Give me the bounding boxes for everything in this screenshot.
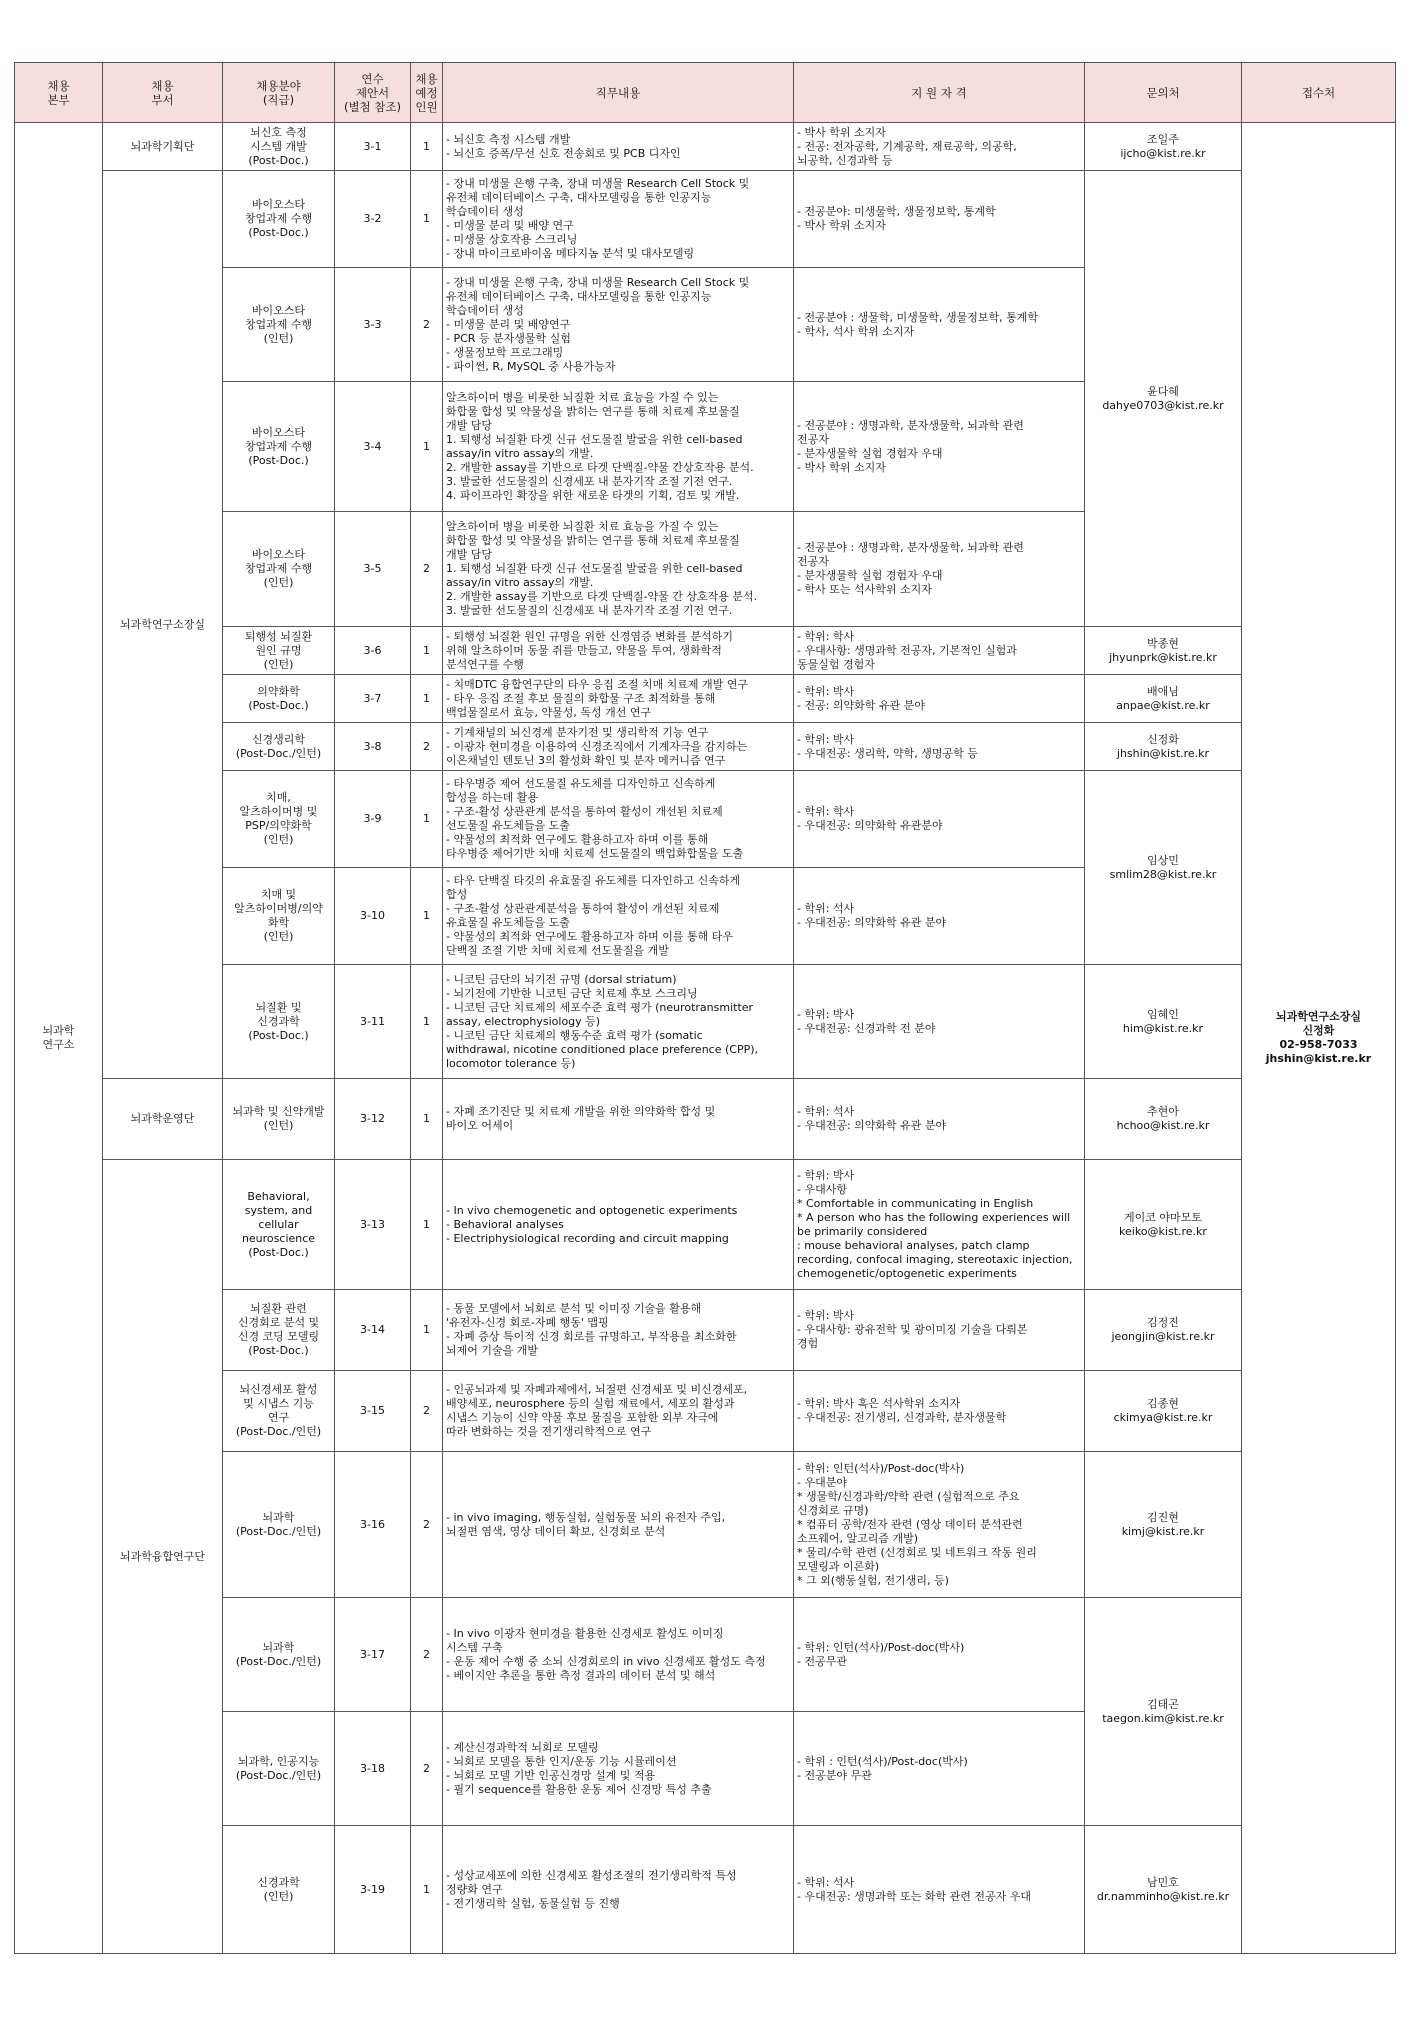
duty-cell: - in vivo imaging, 행동실험, 실험동물 뇌의 유전자 주입, 뇌절편 염색, 영상 데이터 확보, 신경회로 분석	[443, 1452, 794, 1598]
code-cell: 3-2	[335, 171, 411, 268]
qual-cell: - 학위: 석사 - 우대전공: 의약화학 유관 분야	[794, 868, 1085, 965]
count-cell: 2	[411, 723, 443, 771]
field-cell: 뇌과학 및 신약개발 (인턴)	[223, 1079, 335, 1160]
qual-cell: - 학위: 박사 - 우대전공: 신경과학 전 분야	[794, 965, 1085, 1079]
header-count: 채용 예정 인원	[411, 63, 443, 123]
hq-cell: 뇌과학 연구소	[15, 123, 103, 1954]
header-field: 채용분야 (직급)	[223, 63, 335, 123]
table-row	[15, 1079, 1396, 1160]
table-row	[15, 1598, 1396, 1712]
dept-cell: 뇌과학융합연구단	[103, 1160, 223, 1954]
count-cell: 1	[411, 1826, 443, 1954]
count-cell: 1	[411, 382, 443, 512]
contact-cell: 조일주 ijcho@kist.re.kr	[1085, 123, 1242, 171]
contact-cell: 남민호 dr.namminho@kist.re.kr	[1085, 1826, 1242, 1954]
table-row	[15, 627, 1396, 675]
code-cell: 3-12	[335, 1079, 411, 1160]
count-cell: 1	[411, 1290, 443, 1371]
qual-cell: - 학위: 인턴(석사)/Post-doc(박사) - 우대분야 * 생물학/신경과학/약학 관련 (실험적으로 주요 신경회로 규명) * 컴퓨터 공학/전자 관련 (영상 데이터 분석관련 소프웨어, 알고리즘 개발) * 물리/수학 관련 (신경회로 및 네트워크 작동 원리 모델링과 이론화) * 그 외(행동실험, 전기생리, 등)	[794, 1452, 1085, 1598]
code-cell: 3-18	[335, 1712, 411, 1826]
table-row	[15, 1290, 1396, 1371]
qual-cell: - 학위 : 인턴(석사)/Post-doc(박사) - 전공분야 무관	[794, 1712, 1085, 1826]
table-row	[15, 771, 1396, 868]
contact-cell: 배애님 anpae@kist.re.kr	[1085, 675, 1242, 723]
duty-cell: - 장내 미생물 은행 구축, 장내 미생물 Research Cell Stock 및 유전체 데이터베이스 구축, 대사모델링을 통한 인공지능 학습데이터 생성 - 미생물 분리 및 배양연구 - PCR 등 분자생물학 실험 - 생물정보학 프로그래밍 - 파이썬, R, MySQL 중 사용가능자	[443, 268, 794, 382]
count-cell: 2	[411, 1712, 443, 1826]
code-cell: 3-3	[335, 268, 411, 382]
field-cell: 뇌과학 (Post-Doc./인턴)	[223, 1598, 335, 1712]
duty-cell: - 인공뇌과제 및 자폐과제에서, 뇌절편 신경세포 및 비신경세포, 배양세포, neurosphere 등의 실험 재료에서, 세포의 활성과 시냅스 기능이 신약 약물 후보 물질을 포함한 외부 자극에 따라 변화하는 것을 전기생리학적으로 연구	[443, 1371, 794, 1452]
qual-cell: - 학위: 석사 - 우대전공: 의약화학 유관 분야	[794, 1079, 1085, 1160]
contact-cell: 윤다혜 dahye0703@kist.re.kr	[1085, 171, 1242, 627]
qual-cell: - 학위: 인턴(석사)/Post-doc(박사) - 전공무관	[794, 1598, 1085, 1712]
field-cell: 뇌질환 관련 신경회로 분석 및 신경 코딩 모델링 (Post-Doc.)	[223, 1290, 335, 1371]
code-cell: 3-17	[335, 1598, 411, 1712]
field-cell: 뇌신경세포 활성 및 시냅스 기능 연구 (Post-Doc./인턴)	[223, 1371, 335, 1452]
qual-cell: - 학위: 박사 혹은 석사학위 소지자 - 우대전공: 전기생리, 신경과학, 분자생물학	[794, 1371, 1085, 1452]
header-dept: 채용 부서	[103, 63, 223, 123]
count-cell: 1	[411, 675, 443, 723]
receipt-cell: 뇌과학연구소장실 신정화 02-958-7033 jhshin@kist.re.kr	[1242, 123, 1396, 1954]
qual-cell: - 학위: 학사 - 우대사항: 생명과학 전공자, 기본적인 실험과 동물실험 경험자	[794, 627, 1085, 675]
qual-cell: - 전공분야 : 생명과학, 분자생물학, 뇌과학 관련 전공자 - 분자생물학 실험 경험자 우대 - 박사 학위 소지자	[794, 382, 1085, 512]
qual-cell: - 학위: 학사 - 우대전공: 의약화학 유관분야	[794, 771, 1085, 868]
code-cell: 3-16	[335, 1452, 411, 1598]
field-cell: 뇌과학 (Post-Doc./인턴)	[223, 1452, 335, 1598]
duty-cell: - 타우병증 제어 선도물질 유도체를 디자인하고 신속하게 합성을 하는데 활용 - 구조-활성 상관관계 분석을 통하여 활성이 개선된 치료제 선도물질 유도체들을 도출 - 약물성의 최적화 연구에도 활용하고자 하며 이를 통해 타우병증 제어기반 치매 치료제 선도물질의 백업화합물을 도출	[443, 771, 794, 868]
qual-cell: - 학위: 박사 - 우대사항: 광유전학 및 광이미징 기술을 다뤄본 경험	[794, 1290, 1085, 1371]
header-code: 연수 제안서 (별첨 참조)	[335, 63, 411, 123]
contact-cell: 김태곤 taegon.kim@kist.re.kr	[1085, 1598, 1242, 1826]
header-qual: 지 원 자 격	[794, 63, 1085, 123]
field-cell: 치매 및 알츠하이머병/의약 화학 (인턴)	[223, 868, 335, 965]
field-cell: 치매, 알츠하이머병 및 PSP/의약화학 (인턴)	[223, 771, 335, 868]
field-cell: 의약화학 (Post-Doc.)	[223, 675, 335, 723]
count-cell: 2	[411, 1371, 443, 1452]
dept-cell: 뇌과학운영단	[103, 1079, 223, 1160]
code-cell: 3-1	[335, 123, 411, 171]
contact-cell: 임혜인 him@kist.re.kr	[1085, 965, 1242, 1079]
count-cell: 1	[411, 123, 443, 171]
code-cell: 3-14	[335, 1290, 411, 1371]
code-cell: 3-8	[335, 723, 411, 771]
duty-cell: 알츠하이머 병을 비롯한 뇌질환 치료 효능을 가질 수 있는 화합물 합성 및 약물성을 밝히는 연구를 통해 치료제 후보물질 개발 담당 1. 퇴행성 뇌질환 타겟 신규 선도물질 발굴을 위한 cell-based assay/in vitro assay의 개발. 2. 개발한 assay를 기반으로 타겟 단백질-약물 간 상호작용 분석. 3. 발굴한 선도물질의 신경세포 내 분자기작 조절 기전 연구.	[443, 512, 794, 627]
table-row	[15, 675, 1396, 723]
qual-cell: - 전공분야: 미생물학, 생물정보학, 통계학 - 박사 학위 소지자	[794, 171, 1085, 268]
code-cell: 3-5	[335, 512, 411, 627]
code-cell: 3-9	[335, 771, 411, 868]
count-cell: 1	[411, 171, 443, 268]
recruitment-table	[14, 62, 1396, 1954]
header-row	[15, 63, 1396, 123]
duty-cell: - 동물 모델에서 뇌회로 분석 및 이미징 기술을 활용해 '유전자-신경 회로-자폐 행동' 맵핑 - 자폐 증상 특이적 신경 회로를 규명하고, 부작용을 최소화한 뇌제어 기술을 개발	[443, 1290, 794, 1371]
contact-cell: 게이코 야마모토 keiko@kist.re.kr	[1085, 1160, 1242, 1290]
count-cell: 1	[411, 868, 443, 965]
contact-cell: 김종현 ckimya@kist.re.kr	[1085, 1371, 1242, 1452]
code-cell: 3-19	[335, 1826, 411, 1954]
table-row	[15, 123, 1396, 171]
count-cell: 2	[411, 1598, 443, 1712]
code-cell: 3-11	[335, 965, 411, 1079]
duty-cell: - 뇌신호 측정 시스템 개발 - 뇌신호 증폭/무선 신호 전송회로 및 PCB 디자인	[443, 123, 794, 171]
dept-cell: 뇌과학기획단	[103, 123, 223, 171]
duty-cell: - 치매DTC 융합연구단의 타우 응집 조절 치매 치료제 개발 연구 - 타우 응집 조절 후보 물질의 화합물 구조 최적화를 통해 백업물질로서 효능, 약물성, 독성 개선 연구	[443, 675, 794, 723]
contact-cell: 신정화 jhshin@kist.re.kr	[1085, 723, 1242, 771]
field-cell: 바이오스타 창업과제 수행 (인턴)	[223, 512, 335, 627]
code-cell: 3-10	[335, 868, 411, 965]
field-cell: 신경과학 (인턴)	[223, 1826, 335, 1954]
duty-cell: - 성상교세포에 의한 신경세포 활성조절의 전기생리학적 특성 정량화 연구 - 전기생리학 실험, 동물실험 등 진행	[443, 1826, 794, 1954]
contact-cell: 김정진 jeongjin@kist.re.kr	[1085, 1290, 1242, 1371]
code-cell: 3-6	[335, 627, 411, 675]
count-cell: 2	[411, 1452, 443, 1598]
duty-cell: 알츠하이머 병을 비롯한 뇌질환 치료 효능을 가질 수 있는 화합물 합성 및 약물성을 밝히는 연구를 통해 치료제 후보물질 개발 담당 1. 퇴행성 뇌질환 타겟 신규 선도물질 발굴을 위한 cell-based assay/in vitro assay의 개발. 2. 개발한 assay를 기반으로 타겟 단백질-약물 간상호작용 분석. 3. 발굴한 선도물질의 신경세포 내 분자기작 조절 기전 연구. 4. 파이프라인 확장을 위한 새로운 타겟의 기획, 검토 및 개발.	[443, 382, 794, 512]
qual-cell: - 전공분야 : 생명과학, 분자생물학, 뇌과학 관련 전공자 - 분자생물학 실험 경험자 우대 - 학사 또는 석사학위 소지자	[794, 512, 1085, 627]
code-cell: 3-7	[335, 675, 411, 723]
header-contact: 문의처	[1085, 63, 1242, 123]
duty-cell: - 퇴행성 뇌질환 원인 규명을 위한 신경염증 변화를 분석하기 위해 알츠하이머 동물 쥐를 만들고, 약물을 투여, 생화학적 분석연구를 수행	[443, 627, 794, 675]
table-row	[15, 723, 1396, 771]
count-cell: 1	[411, 965, 443, 1079]
field-cell: 바이오스타 창업과제 수행 (Post-Doc.)	[223, 382, 335, 512]
duty-cell: - 장내 미생물 은행 구축, 장내 미생물 Research Cell Stock 및 유전체 데이터베이스 구축, 대사모델링을 통한 인공지능 학습데이터 생성 - 미생물 분리 및 배양 연구 - 미생물 상호작용 스크리닝 - 장내 마이크로바이옴 메타지놈 분석 및 대사모델링	[443, 171, 794, 268]
duty-cell: - In vivo chemogenetic and optogenetic experiments - Behavioral analyses - Electriphysiological recording and circuit mapping	[443, 1160, 794, 1290]
qual-cell: - 학위: 석사 - 우대전공: 생명과학 또는 화학 관련 전공자 우대	[794, 1826, 1085, 1954]
code-cell: 3-15	[335, 1371, 411, 1452]
duty-cell: - 니코틴 금단의 뇌기전 규명 (dorsal striatum) - 뇌기전에 기반한 니코틴 금단 치료제 후보 스크리닝 - 니코틴 금단 치료제의 세포수준 효력 평가 (neurotransmitter assay, electrophysiology 등) - 니코틴 금단 치료제의 행동수준 효력 평가 (somatic withdrawal, nicotine conditioned place preference (CPP), locomotor tolerance 등)	[443, 965, 794, 1079]
recruitment-table-page	[14, 62, 1395, 1954]
qual-cell: - 전공분야 : 생물학, 미생물학, 생물정보학, 통계학 - 학사, 석사 학위 소지자	[794, 268, 1085, 382]
qual-cell: - 학위: 박사 - 우대전공: 생리학, 약학, 생명공학 등	[794, 723, 1085, 771]
count-cell: 1	[411, 1079, 443, 1160]
field-cell: Behavioral, system, and cellular neuroscience (Post-Doc.)	[223, 1160, 335, 1290]
table-row	[15, 171, 1396, 268]
count-cell: 1	[411, 627, 443, 675]
contact-cell: 추현아 hchoo@kist.re.kr	[1085, 1079, 1242, 1160]
count-cell: 1	[411, 771, 443, 868]
duty-cell: - 기계채널의 뇌신경계 분자기전 및 생리학적 기능 연구 - 이광자 현미경을 이용하여 신경조직에서 기계자극을 감지하는 이온채널인 텐토닌 3의 활성화 확인 및 분자 메커니즘 연구	[443, 723, 794, 771]
count-cell: 2	[411, 512, 443, 627]
field-cell: 뇌신호 측정 시스템 개발 (Post-Doc.)	[223, 123, 335, 171]
field-cell: 뇌질환 및 신경과학 (Post-Doc.)	[223, 965, 335, 1079]
header-duty: 직무내용	[443, 63, 794, 123]
field-cell: 바이오스타 창업과제 수행 (인턴)	[223, 268, 335, 382]
dept-cell: 뇌과학연구소장실	[103, 171, 223, 1079]
qual-cell: - 학위: 박사 - 우대사항 * Comfortable in communicating in English * A person who has the following experiences will be primarily considered : mouse behavioral analyses, patch clamp recording, confocal imaging, stereotaxic injection, chemogenetic/optogenetic experiments	[794, 1160, 1085, 1290]
field-cell: 뇌과학, 인공지능 (Post-Doc./인턴)	[223, 1712, 335, 1826]
field-cell: 퇴행성 뇌질환 원인 규명 (인턴)	[223, 627, 335, 675]
header-receipt: 접수처	[1242, 63, 1396, 123]
duty-cell: - 계산신경과학적 뇌회로 모델링 - 뇌회로 모델을 통한 인지/운동 기능 시뮬레이션 - 뇌회로 모델 기반 인공신경망 설계 및 적용 - 필기 sequence를 활용한 운동 제어 신경망 특성 추출	[443, 1712, 794, 1826]
count-cell: 1	[411, 1160, 443, 1290]
table-row	[15, 1452, 1396, 1598]
field-cell: 바이오스타 창업과제 수행 (Post-Doc.)	[223, 171, 335, 268]
code-cell: 3-4	[335, 382, 411, 512]
field-cell: 신경생리학 (Post-Doc./인턴)	[223, 723, 335, 771]
qual-cell: - 학위: 박사 - 전공: 의약화학 유관 분야	[794, 675, 1085, 723]
table-row	[15, 965, 1396, 1079]
duty-cell: - 자폐 조기진단 및 치료제 개발을 위한 의약화학 합성 및 바이오 어세이	[443, 1079, 794, 1160]
table-row	[15, 1160, 1396, 1290]
contact-cell: 임상민 smlim28@kist.re.kr	[1085, 771, 1242, 965]
contact-cell: 박종현 jhyunprk@kist.re.kr	[1085, 627, 1242, 675]
contact-cell: 김진현 kimj@kist.re.kr	[1085, 1452, 1242, 1598]
header-hq: 채용 본부	[15, 63, 103, 123]
code-cell: 3-13	[335, 1160, 411, 1290]
duty-cell: - 타우 단백질 타깃의 유효물질 유도체를 디자인하고 신속하게 합성 - 구조-활성 상관관계분석을 통하여 활성이 개선된 치료제 유효물질 유도체들을 도출 - 약물성의 최적화 연구에도 활용하고자 하며 이를 통해 타우 단백질 조절 기반 치매 치료제 선도물질을 개발	[443, 868, 794, 965]
qual-cell: - 박사 학위 소지자 - 전공: 전자공학, 기계공학, 재료공학, 의공학, 뇌공학, 신경과학 등	[794, 123, 1085, 171]
table-row	[15, 1826, 1396, 1954]
table-row	[15, 1371, 1396, 1452]
count-cell: 2	[411, 268, 443, 382]
duty-cell: - In vivo 이광자 현미경을 활용한 신경세포 활성도 이미징 시스템 구축 - 운동 제어 수행 중 소뇌 신경회로의 in vivo 신경세포 활성도 측정 - 베이지안 추론을 통한 측정 결과의 데이터 분석 및 해석	[443, 1598, 794, 1712]
